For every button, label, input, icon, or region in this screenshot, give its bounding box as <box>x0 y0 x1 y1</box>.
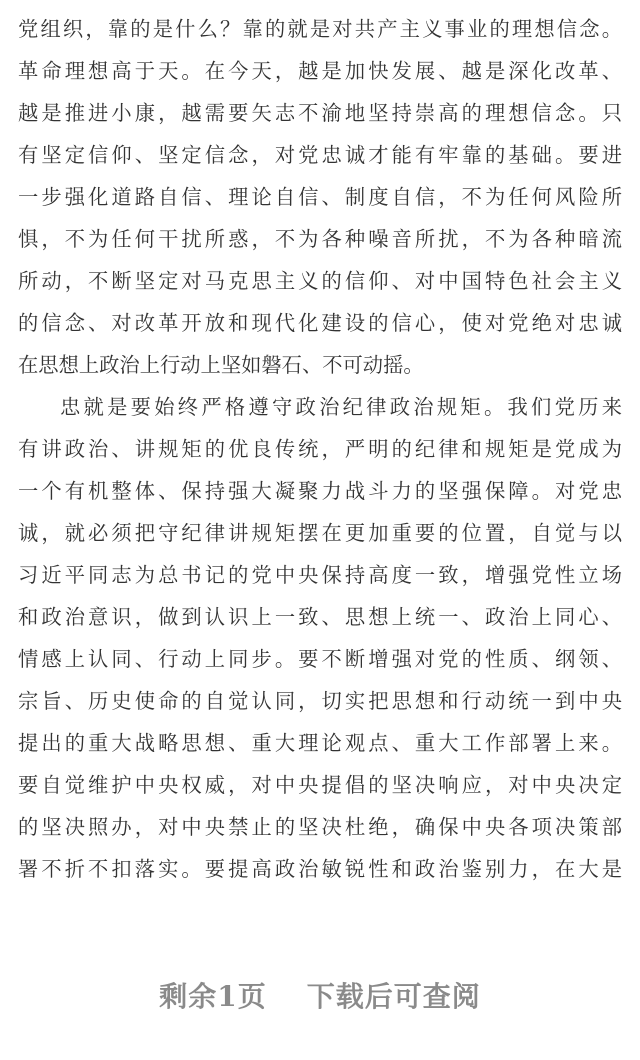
text-line: 要自觉维护中央权威，对中央提倡的坚决响应，对中央决定 <box>18 773 622 797</box>
text-line: 习近平同志为总书记的党中央保持高度一致，增强党性立场 <box>18 563 622 587</box>
text-line: 惧，不为任何干扰所惑，不为各种噪音所扰，不为各种暗流 <box>18 227 622 251</box>
text-line: 在思想上政治上行动上坚如磐石、不可动摇。 <box>18 353 424 377</box>
text-line: 一步强化道路自信、理论自信、制度自信，不为任何风险所 <box>18 185 622 209</box>
document-body <box>18 8 622 890</box>
text-line: 的坚决照办，对中央禁止的坚决杜绝，确保中央各项决策部 <box>18 815 622 839</box>
text-line: 署不折不扣落实。要提高政治敏锐性和政治鉴别力，在大是 <box>18 857 622 881</box>
text-line: 革命理想高于天。在今天，越是加快发展、越是深化改革、 <box>18 59 622 83</box>
text-line: 越是推进小康，越需要矢志不渝地坚持崇高的理想信念。只 <box>18 101 622 125</box>
paragraph-1 <box>18 8 622 386</box>
text-line: 宗旨、历史使命的自觉认同，切实把思想和行动统一到中央 <box>18 689 622 713</box>
paragraph-2 <box>18 386 622 890</box>
text-line: 提出的重大战略思想、重大理论观点、重大工作部署上来。 <box>18 731 622 755</box>
text-line: 和政治意识，做到认识上一致、思想上统一、政治上同心、 <box>18 605 622 629</box>
remaining-pages-text: 剩余1页 <box>159 980 267 1013</box>
text-line: 有坚定信仰、坚定信念，对党忠诚才能有牢靠的基础。要进 <box>18 143 622 167</box>
text-line: 一个有机整体、保持强大凝聚力战斗力的坚强保障。对党忠 <box>18 479 622 503</box>
text-line: 诚，就必须把守纪律讲规矩摆在更加重要的位置，自觉与以 <box>18 521 622 545</box>
download-prompt-banner[interactable] <box>0 975 640 1025</box>
download-to-view-text: 下载后可查阅 <box>306 980 481 1013</box>
text-line: 忠就是要始终严格遵守政治纪律政治规矩。我们党历来 <box>60 395 622 419</box>
text-line: 党组织，靠的是什么？靠的就是对共产主义事业的理想信念。 <box>18 17 622 41</box>
text-line: 的信念、对改革开放和现代化建设的信心，使对党绝对忠诚 <box>18 311 622 335</box>
text-line: 所动，不断坚定对马克思主义的信仰、对中国特色社会主义 <box>18 269 622 293</box>
text-line: 情感上认同、行动上同步。要不断增强对党的性质、纲领、 <box>18 647 622 671</box>
text-line: 有讲政治、讲规矩的优良传统，严明的纪律和规矩是党成为 <box>18 437 622 461</box>
